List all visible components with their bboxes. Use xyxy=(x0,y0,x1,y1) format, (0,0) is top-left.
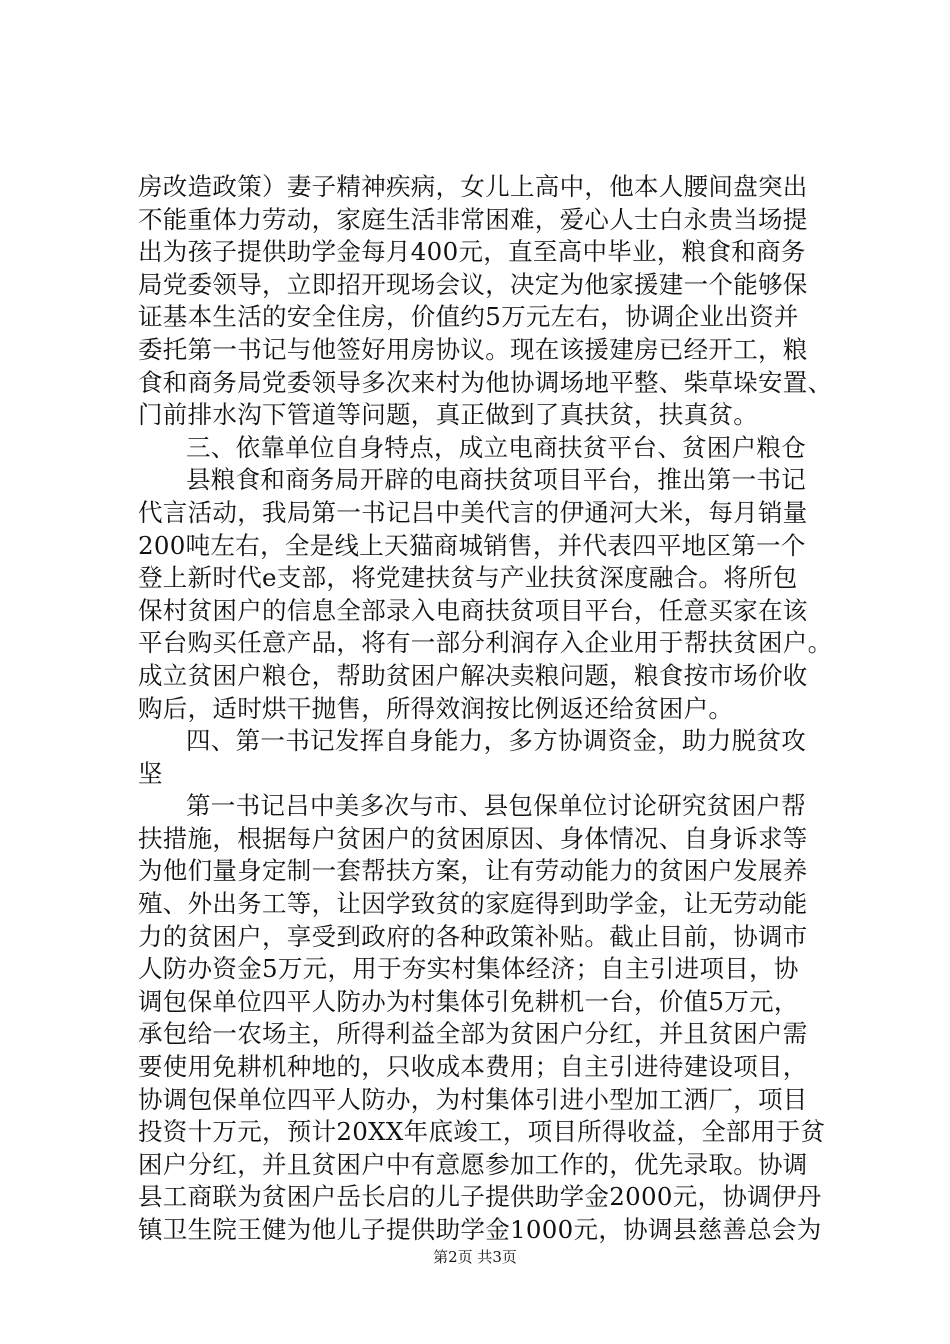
page-indicator: 第2页 共3页 xyxy=(433,1248,517,1266)
section-heading: 三、依靠单位自身特点，成立电商扶贫平台、贫困户粮仓 xyxy=(186,432,806,462)
text-line: 力的贫困户，享受到政府的各种政策补贴。截止目前，协调市 xyxy=(138,921,808,951)
section-heading-continuation: 坚 xyxy=(138,758,163,788)
text-line: 证基本生活的安全住房，价值约5万元左右，协调企业出资并 xyxy=(138,302,799,332)
document-body xyxy=(138,171,838,1247)
section-heading: 四、第一书记发挥自身能力，多方协调资金，助力脱贫攻 xyxy=(186,726,806,756)
text-line: 殖、外出务工等，让因学致贫的家庭得到助学金，让无劳动能 xyxy=(138,889,808,919)
text-line: 局党委领导，立即招开现场会议，决定为他家援建一个能够保 xyxy=(138,269,808,299)
paragraph-start-line: 县粮食和商务局开辟的电商扶贫项目平台，推出第一书记 xyxy=(186,465,806,495)
text-line: 保村贫困户的信息全部录入电商扶贫项目平台，任意买家在该 xyxy=(138,595,808,625)
text-line: 200吨左右，全是线上天猫商城销售，并代表四平地区第一个 xyxy=(138,530,806,560)
text-line: 登上新时代e支部，将党建扶贫与产业扶贫深度融合。将所包 xyxy=(138,563,798,593)
text-line: 扶措施，根据每户贫困户的贫困原因、身体情况、自身诉求等 xyxy=(138,823,808,853)
text-line: 购后，适时烘干抛售，所得效润按比例返还给贫困户。 xyxy=(138,693,734,723)
text-line: 困户分红，并且贫困户中有意愿参加工作的，优先录取。协调 xyxy=(138,1149,808,1179)
text-line: 代言活动，我局第一书记吕中美代言的伊通河大米，每月销量 xyxy=(138,497,808,527)
text-line: 镇卫生院王健为他儿子提供助学金1000元，协调县慈善总会为 xyxy=(138,1215,822,1244)
text-line: 协调包保单位四平人防办，为村集体引进小型加工洒厂，项目 xyxy=(138,1084,808,1114)
text-line: 门前排水沟下管道等问题，真正做到了真扶贫，扶真贫。 xyxy=(138,400,758,430)
text-line: 承包给一农场主，所得利益全部为贫困户分红，并且贫困户需 xyxy=(138,1019,808,1049)
text-line: 投资十万元，预计20XX年底竣工，项目所得收益，全部用于贫 xyxy=(138,1117,826,1147)
paragraph-start-line: 第一书记吕中美多次与市、县包保单位讨论研究贫困户帮 xyxy=(186,791,806,821)
text-line: 人防办资金5万元，用于夯实村集体经济；自主引进项目，协 xyxy=(138,954,799,984)
text-line: 不能重体力劳动，家庭生活非常困难，爱心人士白永贵当场提 xyxy=(138,204,808,234)
text-line: 要使用免耕机种地的，只收成本费用；自主引进待建设项目， xyxy=(138,1052,808,1082)
text-line: 平台购买任意产品，将有一部分利润存入企业用于帮扶贫困户。 xyxy=(138,628,833,658)
text-line: 出为孩子提供助学金每月400元，直至高中毕业，粮食和商务 xyxy=(138,237,806,267)
text-line: 为他们量身定制一套帮扶方案，让有劳动能力的贫困户发展养 xyxy=(138,856,808,886)
text-line: 房改造政策）妻子精神疾病，女儿上高中，他本人腰间盘突出 xyxy=(138,172,808,201)
page-footer xyxy=(0,1247,950,1267)
text-line: 食和商务局党委领导多次来村为他协调场地平整、柴草垛安置、 xyxy=(138,367,833,397)
text-line: 调包保单位四平人防办为村集体引免耕机一台，价值5万元， xyxy=(138,986,799,1016)
text-line: 县工商联为贫困户岳长启的儿子提供助学金2000元，协调伊丹 xyxy=(138,1182,822,1212)
text-line: 成立贫困户粮仓，帮助贫困户解决卖粮问题，粮食按市场价收 xyxy=(138,660,808,690)
text-line: 委托第一书记与他签好用房协议。现在该援建房已经开工，粮 xyxy=(138,334,808,364)
